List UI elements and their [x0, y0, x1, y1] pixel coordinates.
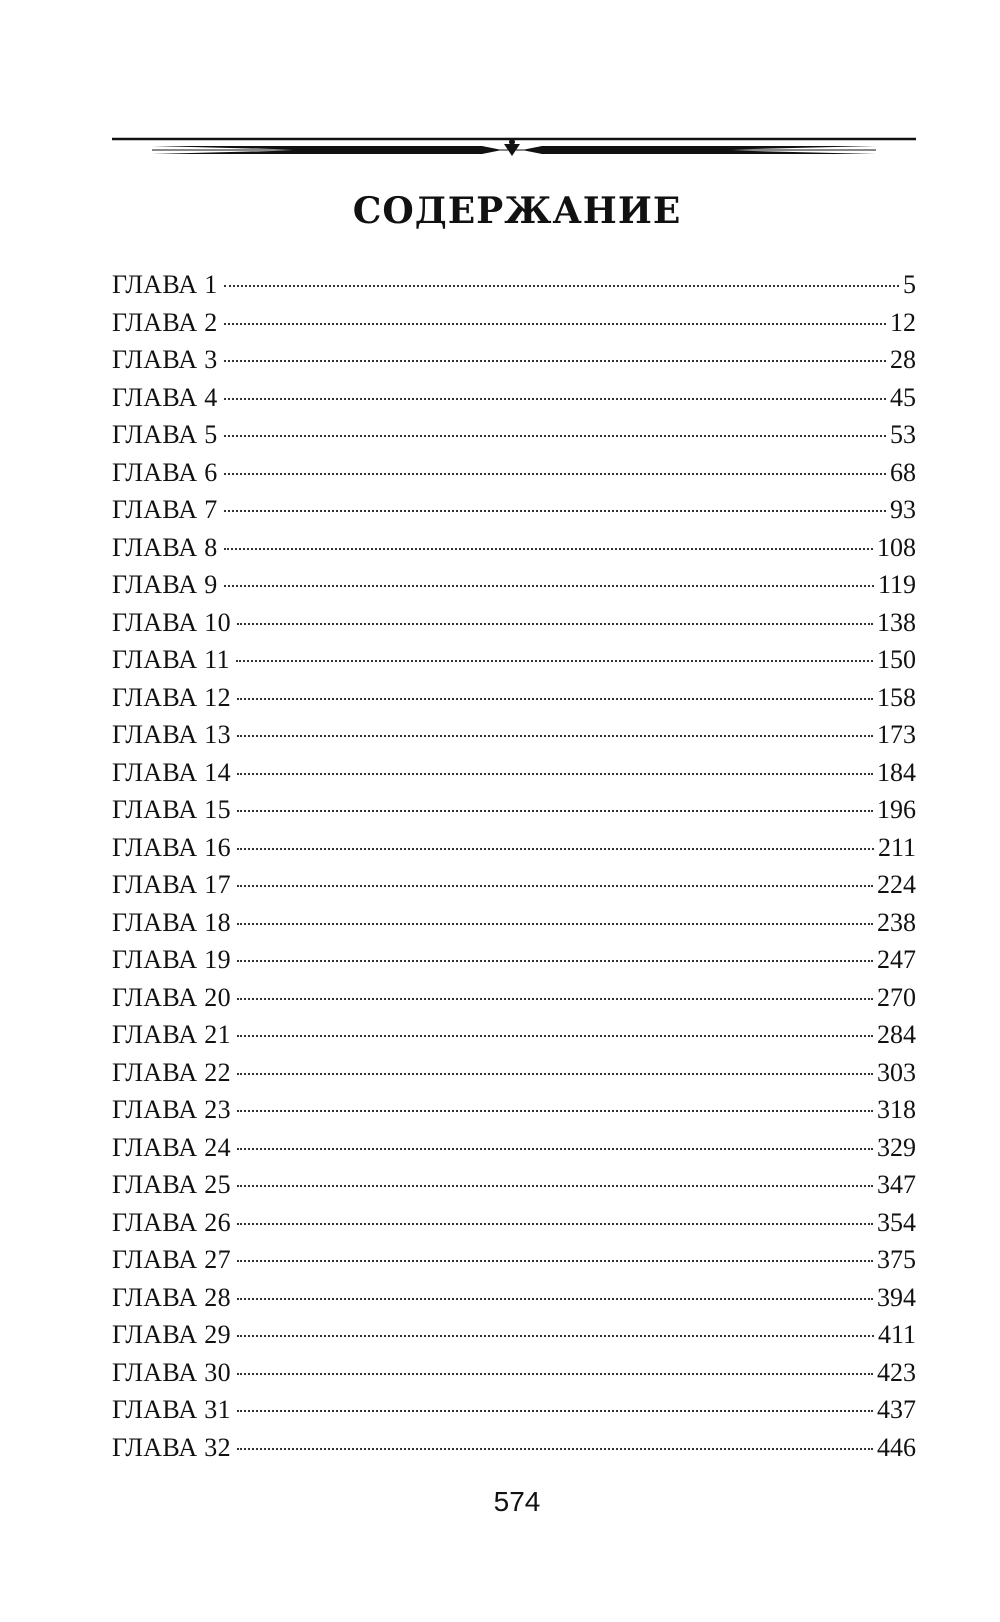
toc-dot-leader [224, 323, 886, 325]
toc-entry-label: ГЛАВА 29 [112, 1320, 231, 1349]
page-title: СОДЕРЖАНИЕ [352, 190, 682, 232]
toc-entry [112, 1091, 916, 1129]
toc-entry [112, 1129, 916, 1167]
toc-entry-page: 108 [877, 532, 916, 562]
toc-entry-label: ГЛАВА 8 [112, 532, 218, 562]
toc-entry [112, 904, 916, 942]
toc-dot-leader [237, 1148, 873, 1150]
toc-entry [112, 1054, 916, 1092]
toc-dot-leader [237, 923, 873, 925]
toc-entry-label: ГЛАВА 25 [112, 1170, 231, 1199]
toc-entry [112, 1016, 916, 1054]
toc-entry-page: 375 [877, 1245, 916, 1274]
toc-entry-label: ГЛАВА 1 [112, 270, 218, 299]
toc-entry-label: ГЛАВА 2 [112, 307, 218, 337]
toc-entry-label: ГЛАВА 32 [112, 1432, 231, 1462]
toc-dot-leader [224, 360, 886, 362]
toc-entry-page: 211 [877, 832, 916, 862]
toc-entry-label: ГЛАВА 31 [112, 1395, 231, 1424]
toc-entry [112, 1354, 916, 1392]
toc-dot-leader [224, 585, 874, 587]
toc-dot-leader [237, 735, 873, 737]
toc-entry-page: 138 [877, 607, 916, 637]
toc-entry-page: 68 [890, 457, 916, 487]
toc-entry-label: ГЛАВА 6 [112, 457, 218, 487]
toc-entry [112, 1429, 916, 1467]
toc-entry-page: 119 [877, 570, 916, 599]
toc-dot-leader [237, 960, 873, 962]
toc-entry [112, 791, 916, 829]
toc-entry-label: ГЛАВА 7 [112, 495, 218, 524]
toc-entry-page: 5 [903, 270, 916, 299]
toc-dot-leader [224, 548, 873, 550]
toc-dot-leader [224, 435, 886, 437]
toc-entry-label: ГЛАВА 12 [112, 682, 231, 712]
toc-dot-leader [237, 885, 873, 887]
toc-entry-page: 238 [877, 907, 916, 937]
toc-dot-leader [224, 473, 886, 475]
toc-entry [112, 1241, 916, 1279]
toc-dot-leader [237, 1410, 873, 1412]
toc-entry-page: 196 [877, 795, 916, 824]
toc-dot-leader [237, 1073, 873, 1075]
toc-entry-label: ГЛАВА 26 [112, 1207, 231, 1237]
toc-entry [112, 1391, 916, 1429]
toc-dot-leader [237, 1298, 873, 1300]
toc-entry-label: ГЛАВА 14 [112, 757, 231, 787]
toc-dot-leader [237, 1110, 873, 1112]
toc-entry-page: 158 [877, 682, 916, 712]
toc-entry-page: 354 [877, 1207, 916, 1237]
toc-entry-page: 347 [877, 1170, 916, 1199]
toc-entry-page: 173 [877, 720, 916, 749]
toc-entry-label: ГЛАВА 16 [112, 832, 231, 862]
toc-entry-label: ГЛАВА 23 [112, 1095, 231, 1124]
toc-entry-page: 446 [877, 1432, 916, 1462]
toc-entry-page: 184 [877, 757, 916, 787]
toc-dot-leader [237, 1223, 873, 1225]
toc-entry-page: 284 [877, 1020, 916, 1049]
toc-dot-leader [237, 998, 873, 1000]
toc-entry [112, 754, 916, 792]
toc-entry-label: ГЛАВА 4 [112, 382, 218, 412]
toc-entry-page: 247 [877, 945, 916, 974]
toc-entry-page: 53 [890, 420, 916, 449]
toc-dot-leader [224, 285, 899, 287]
toc-entry-label: ГЛАВА 13 [112, 720, 231, 749]
toc-entry-label: ГЛАВА 5 [112, 420, 218, 449]
toc-entry-label: ГЛАВА 27 [112, 1245, 231, 1274]
page-number: 574 [493, 1486, 541, 1517]
toc-entry-label: ГЛАВА 17 [112, 870, 231, 899]
toc-entry-label: ГЛАВА 24 [112, 1132, 231, 1162]
toc-entry-page: 303 [877, 1057, 916, 1087]
toc-entry [112, 566, 916, 604]
toc-dot-leader [237, 773, 873, 775]
toc-entry [112, 1279, 916, 1317]
toc-entry [112, 529, 916, 567]
toc-entry-page: 318 [877, 1095, 916, 1124]
toc-entry-label: ГЛАВА 9 [112, 570, 218, 599]
toc-entry [112, 1316, 916, 1354]
toc-entry [112, 379, 916, 417]
toc-entry [112, 979, 916, 1017]
toc-entry-label: ГЛАВА 30 [112, 1357, 231, 1387]
toc-entry-page: 12 [890, 307, 916, 337]
toc-entry-page: 224 [877, 870, 916, 899]
toc-entry-page: 28 [890, 345, 916, 374]
decorative-rule-ornament [112, 136, 916, 166]
toc-entry-page: 329 [877, 1132, 916, 1162]
toc-entry-label: ГЛАВА 21 [112, 1020, 231, 1049]
toc-entry-label: ГЛАВА 11 [112, 645, 230, 674]
toc-dot-leader [224, 398, 886, 400]
table-of-contents [112, 266, 916, 1466]
toc-dot-leader [237, 848, 874, 850]
toc-entry [112, 1166, 916, 1204]
toc-dot-leader [237, 698, 873, 700]
toc-entry-label: ГЛАВА 20 [112, 982, 231, 1012]
toc-entry [112, 341, 916, 379]
toc-dot-leader [224, 510, 886, 512]
toc-dot-leader [237, 623, 873, 625]
toc-dot-leader [237, 1035, 873, 1037]
toc-dot-leader [236, 660, 873, 662]
toc-entry [112, 491, 916, 529]
toc-entry [112, 829, 916, 867]
toc-dot-leader [237, 1335, 874, 1337]
toc-entry [112, 941, 916, 979]
toc-entry [112, 604, 916, 642]
toc-entry-label: ГЛАВА 18 [112, 907, 231, 937]
toc-entry [112, 716, 916, 754]
toc-dot-leader [237, 1260, 873, 1262]
toc-entry [112, 641, 916, 679]
toc-entry-page: 93 [890, 495, 916, 524]
toc-entry [112, 454, 916, 492]
toc-entry [112, 866, 916, 904]
toc-entry-page: 411 [877, 1320, 916, 1349]
toc-entry-page: 45 [890, 382, 916, 412]
toc-entry [112, 1204, 916, 1242]
toc-entry [112, 266, 916, 304]
toc-entry-label: ГЛАВА 22 [112, 1057, 231, 1087]
toc-dot-leader [237, 1185, 873, 1187]
toc-entry-label: ГЛАВА 28 [112, 1282, 231, 1312]
toc-entry-label: ГЛАВА 19 [112, 945, 231, 974]
toc-dot-leader [237, 1373, 873, 1375]
toc-dot-leader [237, 1448, 873, 1450]
toc-dot-leader [237, 810, 873, 812]
toc-entry-page: 270 [877, 982, 916, 1012]
toc-entry-page: 394 [877, 1282, 916, 1312]
toc-entry [112, 304, 916, 342]
toc-entry-page: 437 [877, 1395, 916, 1424]
toc-entry-label: ГЛАВА 10 [112, 607, 231, 637]
toc-entry-page: 150 [877, 645, 916, 674]
toc-entry-label: ГЛАВА 15 [112, 795, 231, 824]
toc-entry [112, 679, 916, 717]
toc-entry-label: ГЛАВА 3 [112, 345, 218, 374]
toc-entry [112, 416, 916, 454]
toc-entry-page: 423 [877, 1357, 916, 1387]
